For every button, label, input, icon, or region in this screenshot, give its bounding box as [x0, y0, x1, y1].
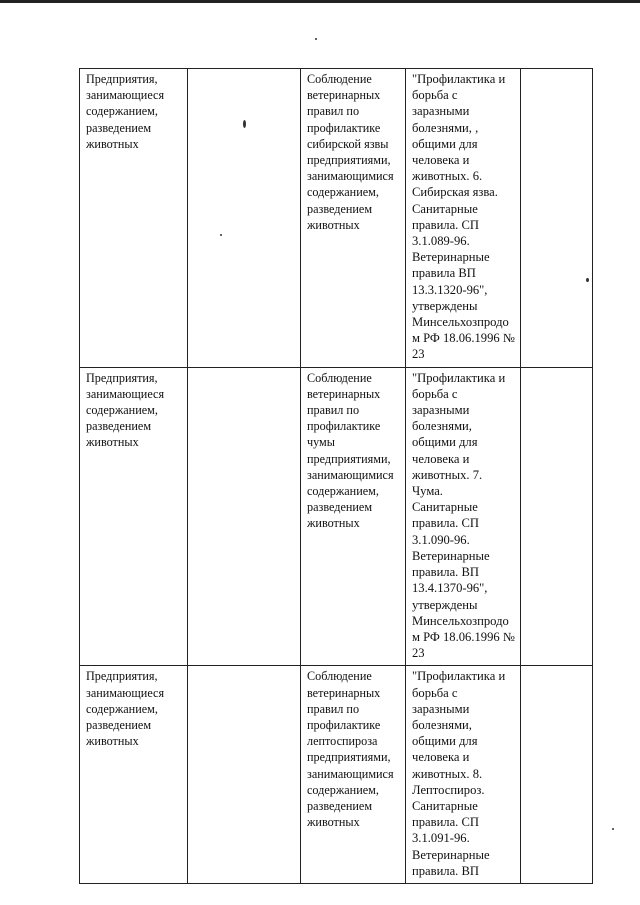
entity-cell — [80, 666, 188, 884]
requirement-text: Соблюдение ветеринарных правил по профилактике чумы предприятиями, занимающимися содержанием, разведением животных — [307, 370, 394, 531]
requirement-cell — [301, 666, 406, 884]
scan-speck — [315, 38, 317, 40]
table-row — [80, 69, 593, 368]
document-cell — [406, 69, 521, 368]
document-text: "Профилактика и борьба с заразными болезнями, общими для человека и животных. 7. Чума. Санитарные правила. СП 3.1.090-96. Ветеринарные правила. ВП 13.4.1370-96", утверждены Минсельхозпродо м РФ 18.06.1996 № 23 — [412, 370, 515, 661]
regulations-table — [79, 68, 593, 884]
requirement-text: Соблюдение ветеринарных правил по профилактике лептоспироза предприятиями, занимающимися содержанием, разведением животных — [307, 669, 394, 830]
empty-cell — [188, 367, 301, 666]
empty-cell — [521, 69, 593, 368]
scan-top-edge — [0, 0, 640, 3]
requirement-cell — [301, 367, 406, 666]
entity-cell — [80, 367, 188, 666]
document-cell — [406, 666, 521, 884]
empty-cell — [521, 367, 593, 666]
table-row — [80, 367, 593, 666]
document-cell — [406, 367, 521, 666]
scan-speck — [612, 828, 614, 830]
entity-text: Предприятия, занимающиеся содержанием, разведением животных — [86, 72, 165, 151]
entity-cell — [80, 69, 188, 368]
entity-text: Предприятия, занимающиеся содержанием, разведением животных — [86, 370, 165, 450]
document-text: "Профилактика и борьба с заразными болезнями, общими для человека и животных. 8. Лептоспироз. Санитарные правила. СП 3.1.091-96. Ветеринарные правила. ВП — [412, 669, 506, 878]
empty-cell — [188, 69, 301, 368]
entity-text: Предприятия, занимающиеся содержанием, разведением животных — [86, 669, 165, 749]
requirement-text: Соблюдение ветеринарных правил по профилактике сибирской язвы предприятиями, занимающимися содержанием, разведением животных — [307, 72, 394, 232]
empty-cell — [521, 666, 593, 884]
requirement-cell — [301, 69, 406, 368]
document-text: "Профилактика и борьба с заразными болезнями, , общими для человека и животных. 6. Сибирская язва. Санитарные правила. СП 3.1.089-96. Ветеринарные правила ВП 13.3.1320-96", утверждены Минсельхозпродо м РФ 18.06.1996 № 23 — [412, 72, 515, 362]
table-row — [80, 666, 593, 884]
empty-cell — [188, 666, 301, 884]
